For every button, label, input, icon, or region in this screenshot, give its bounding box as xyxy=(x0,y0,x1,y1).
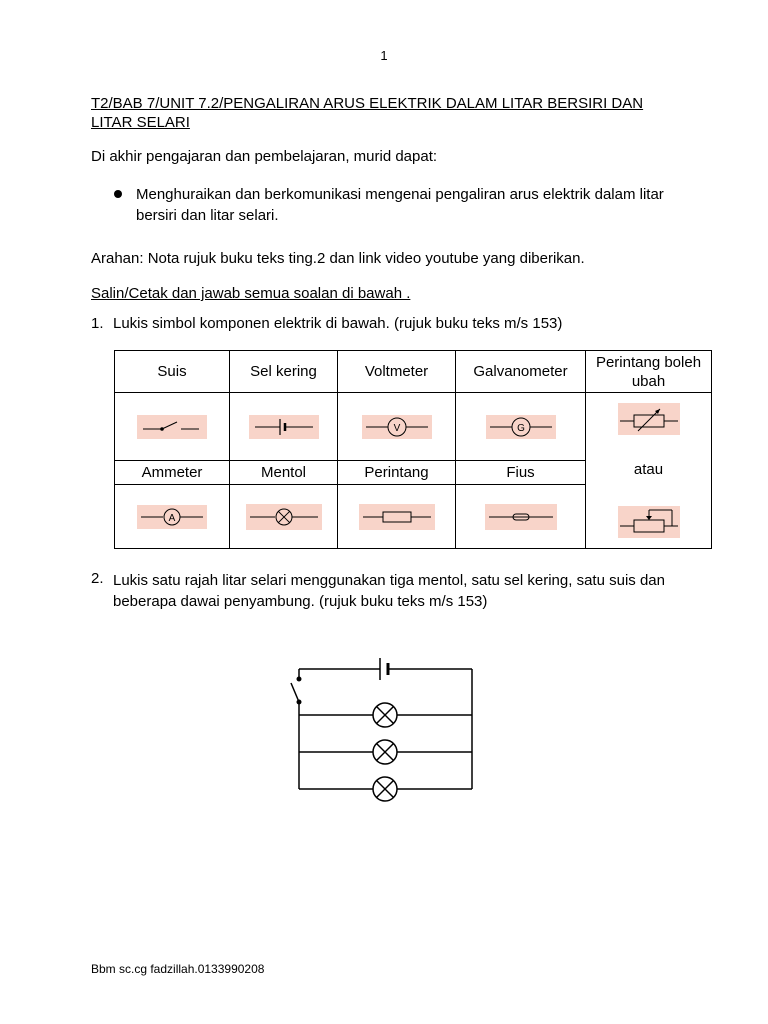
intro-text: Di akhir pengajaran dan pembelajaran, murid dapat: xyxy=(91,148,438,165)
header-perintang-boleh-ubah: Perintang boleh ubah xyxy=(586,351,712,393)
cell-sel-kering-symbol xyxy=(230,393,338,461)
cell-fius-symbol xyxy=(456,485,586,549)
fuse-symbol-icon xyxy=(485,504,557,530)
objective-line-1: Menghuraikan dan berkomunikasi mengenai pengaliran arus elektrik dalam litar xyxy=(136,186,664,203)
cell-ammeter-symbol xyxy=(115,485,230,549)
label-fius: Fius xyxy=(456,461,586,485)
cell-perintang-symbol xyxy=(338,485,456,549)
label-mentol: Mentol xyxy=(230,461,338,485)
voltmeter-letter: V xyxy=(393,422,400,434)
resistor-symbol-icon xyxy=(359,504,435,530)
bullet-icon xyxy=(114,190,122,198)
galvanometer-symbol-icon xyxy=(486,415,556,439)
dry-cell-symbol-icon xyxy=(249,415,319,439)
header-voltmeter: Voltmeter xyxy=(338,351,456,393)
question-2 xyxy=(0,570,768,614)
galvanometer-letter: G xyxy=(516,422,525,434)
cell-galvanometer-symbol xyxy=(456,393,586,461)
objective-item xyxy=(136,184,696,226)
cell-voltmeter-symbol xyxy=(338,393,456,461)
label-ammeter: Ammeter xyxy=(115,461,230,485)
question-1 xyxy=(0,315,768,337)
symbol-table xyxy=(114,350,712,549)
instruction-text: Arahan: Nota rujuk buku teks ting.2 dan link video youtube yang diberikan. xyxy=(91,250,585,267)
title-line-2: LITAR SELARI xyxy=(91,114,190,131)
objective-line-2: bersiri dan litar selari. xyxy=(136,207,279,224)
title-line-1: T2/BAB 7/UNIT 7.2/PENGALIRAN ARUS ELEKTRIK DALAM LITAR BERSIRI DAN xyxy=(91,95,644,112)
variable-resistor-symbol-icon xyxy=(618,403,680,435)
question-1-number: 1. xyxy=(91,315,104,332)
cell-mentol-symbol xyxy=(230,485,338,549)
header-suis: Suis xyxy=(115,351,230,393)
cell-suis-symbol xyxy=(115,393,230,461)
parallel-circuit-diagram xyxy=(280,645,490,810)
task-text: Salin/Cetak dan jawab semua soalan di bawah . xyxy=(91,285,411,302)
table-row xyxy=(115,351,712,393)
atau-label: atau xyxy=(633,460,664,478)
header-galvanometer: Galvanometer xyxy=(456,351,586,393)
page-number: 1 xyxy=(380,48,388,63)
question-2-line-2: beberapa dawai penyambung. (rujuk buku teks m/s 153) xyxy=(113,593,488,610)
footer-text: Bbm sc.cg fadzillah.0133990208 xyxy=(91,962,265,976)
label-perintang: Perintang xyxy=(338,461,456,485)
switch-symbol-icon xyxy=(137,415,207,439)
table-row xyxy=(115,393,712,461)
cell-variable-resistor-options xyxy=(586,393,712,549)
question-2-text xyxy=(113,570,665,612)
ammeter-letter: A xyxy=(168,512,176,524)
header-sel-kering: Sel kering xyxy=(230,351,338,393)
bulb-symbol-icon xyxy=(246,504,322,530)
rheostat-symbol-icon xyxy=(618,506,680,538)
ammeter-symbol-icon xyxy=(137,505,207,529)
question-2-number: 2. xyxy=(91,570,104,587)
voltmeter-symbol-icon xyxy=(362,415,432,439)
page-title xyxy=(91,94,691,132)
question-2-line-1: Lukis satu rajah litar selari menggunakan tiga mentol, satu sel kering, satu suis dan xyxy=(113,572,665,589)
question-1-text: Lukis simbol komponen elektrik di bawah. (rujuk buku teks m/s 153) xyxy=(113,315,563,332)
